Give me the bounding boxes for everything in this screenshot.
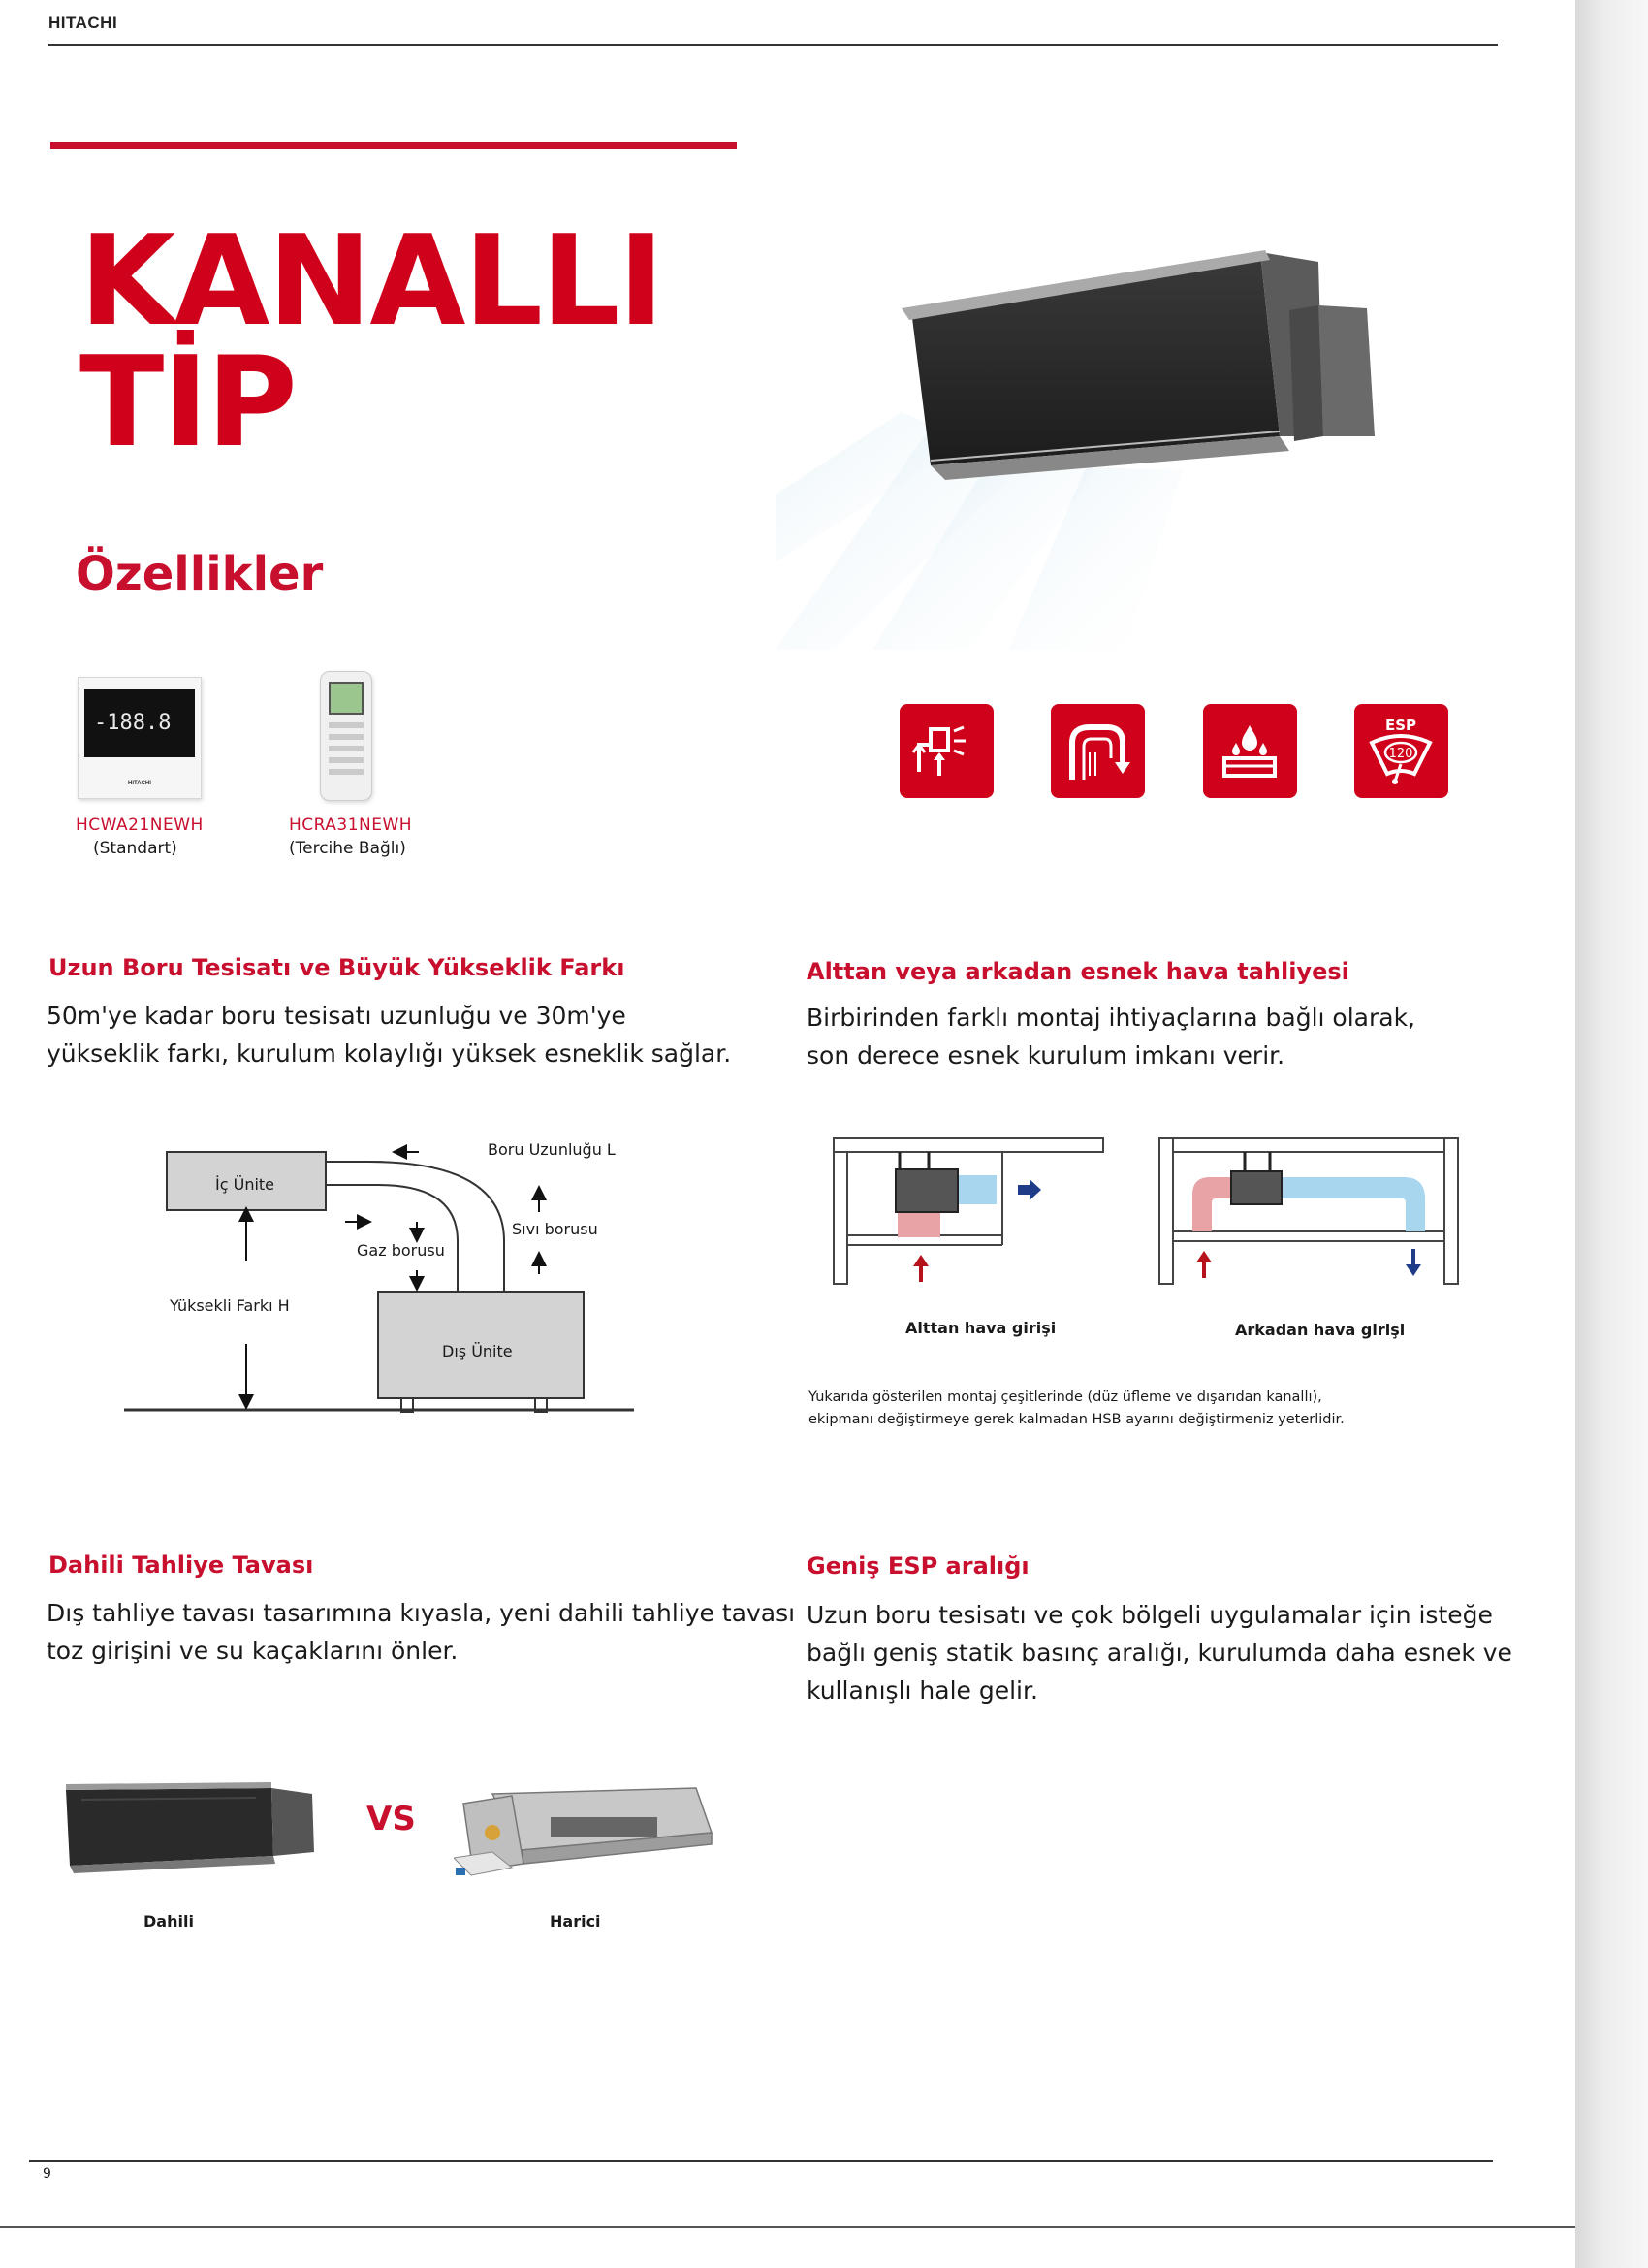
liquid-pipe-label: Sıvı borusu (512, 1220, 598, 1238)
airflow-note-line-1: Yukarıda gösterilen montaj çeşitlerinde (düz üfleme ve dışarıdan kanallı), (808, 1390, 1322, 1405)
indoor-unit-label: İç Ünite (215, 1175, 275, 1194)
height-diff-label: Yüksekli Farkı H (170, 1296, 290, 1315)
wired-controller-label (76, 815, 204, 861)
section-drain-line-2: toz girişini ve su kaçaklarını önler. (47, 1637, 459, 1665)
page-title (79, 209, 663, 476)
airflow-note-line-2: ekipmanı değiştirmeye gerek kalmadan HSB ayarını değiştirmeniz yeterlidir. (808, 1412, 1345, 1428)
section-airflow-heading: Alttan veya arkadan esnek hava tahliyesi (807, 958, 1349, 985)
features-subtitle: Özellikler (76, 547, 324, 601)
section-drain-line-1: Dış tahliye tavası tasarımına kıyasla, yeni dahili tahliye tavası (47, 1599, 796, 1627)
remote-controller-code: HCRA31NEWH (289, 815, 413, 835)
gas-pipe-label: Gaz borusu (357, 1241, 445, 1260)
internal-label: Dahili (143, 1912, 194, 1931)
ducted-unit-image (776, 242, 1512, 650)
section-pipe-line-2: yükseklik farkı, kurulum kolaylığı yüksek esneklik sağlar. (47, 1039, 732, 1068)
section-pipe-heading: Uzun Boru Tesisatı ve Büyük Yükseklik Farkı (48, 954, 625, 981)
section-esp-line-3: kullanışlı hale gelir. (807, 1677, 1038, 1705)
outdoor-unit-label: Dış Ünite (442, 1342, 513, 1360)
duct-flow-icon (1051, 704, 1145, 798)
section-airflow-line-2: son derece esnek kurulum imkanı verir. (807, 1041, 1285, 1070)
pipe-length-label: Boru Uzunluğu L (488, 1140, 616, 1159)
remote-display (329, 682, 364, 715)
page-edge-shadow (1575, 0, 1648, 2268)
rear-intake-label: Arkadan hava girişi (1235, 1321, 1406, 1339)
section-esp-line-1: Uzun boru tesisatı ve çok bölgeli uygulamalar için isteğe (807, 1601, 1493, 1629)
bottom-rule (29, 2160, 1493, 2162)
title-line-1: KANALLI (79, 209, 663, 354)
external-drain-unit-image (454, 1774, 715, 1881)
versus-label: VS (366, 1800, 416, 1838)
section-airflow-line-1: Birbirinden farklı montaj ihtiyaçlarına bağlı olarak, (807, 1004, 1416, 1032)
fold-line (0, 2226, 1575, 2228)
section-airflow-text (807, 999, 1415, 1074)
wired-controller-code: HCWA21NEWH (76, 815, 204, 835)
air-outlet-icon (900, 704, 994, 798)
airflow-diagram (832, 1134, 1472, 1290)
liquid-pipe-line (326, 1162, 504, 1292)
wired-controller-note: (Standart) (93, 838, 177, 858)
external-label: Harici (550, 1912, 601, 1931)
remote-buttons (329, 722, 364, 781)
section-esp-line-2: bağlı geniş statik basınç aralığı, kurulumda daha esnek ve (807, 1639, 1512, 1667)
bottom-intake-diagram (834, 1138, 1103, 1284)
brand-header: HITACHI (48, 14, 118, 32)
pipe-diagram (116, 1115, 659, 1425)
section-pipe-line-1: 50m'ye kadar boru tesisatı uzunluğu ve 30m'ye (47, 1002, 626, 1030)
title-line-2: TİP (79, 331, 296, 476)
section-pipe-text (47, 997, 731, 1072)
bottom-intake-label: Alttan hava girişi (905, 1319, 1057, 1337)
esp-icon-label: ESP (1384, 717, 1417, 734)
remote-controller-note: (Tercihe Bağlı) (289, 838, 406, 858)
esp-gauge-icon (1354, 704, 1448, 798)
red-accent-bar (50, 142, 737, 149)
rear-intake-diagram (1159, 1138, 1458, 1284)
section-drain-heading: Dahili Tahliye Tavası (48, 1551, 314, 1579)
esp-icon-value: 120 (1388, 747, 1413, 761)
wired-controller-image (78, 677, 202, 799)
top-rule (48, 44, 1498, 46)
section-esp-heading: Geniş ESP aralığı (807, 1552, 1030, 1580)
section-esp-text (807, 1596, 1512, 1709)
controller-display: -188.8 (84, 689, 195, 757)
airflow-note (808, 1387, 1345, 1431)
controller-logo: HITACHI (128, 781, 151, 786)
internal-drain-unit-image (62, 1780, 316, 1873)
remote-controller-image (320, 671, 372, 801)
section-drain-text (47, 1594, 795, 1670)
page-number: 9 (43, 2166, 51, 2182)
gas-pipe-line (326, 1185, 458, 1292)
drain-pan-icon (1203, 704, 1297, 798)
remote-controller-label (289, 815, 412, 861)
